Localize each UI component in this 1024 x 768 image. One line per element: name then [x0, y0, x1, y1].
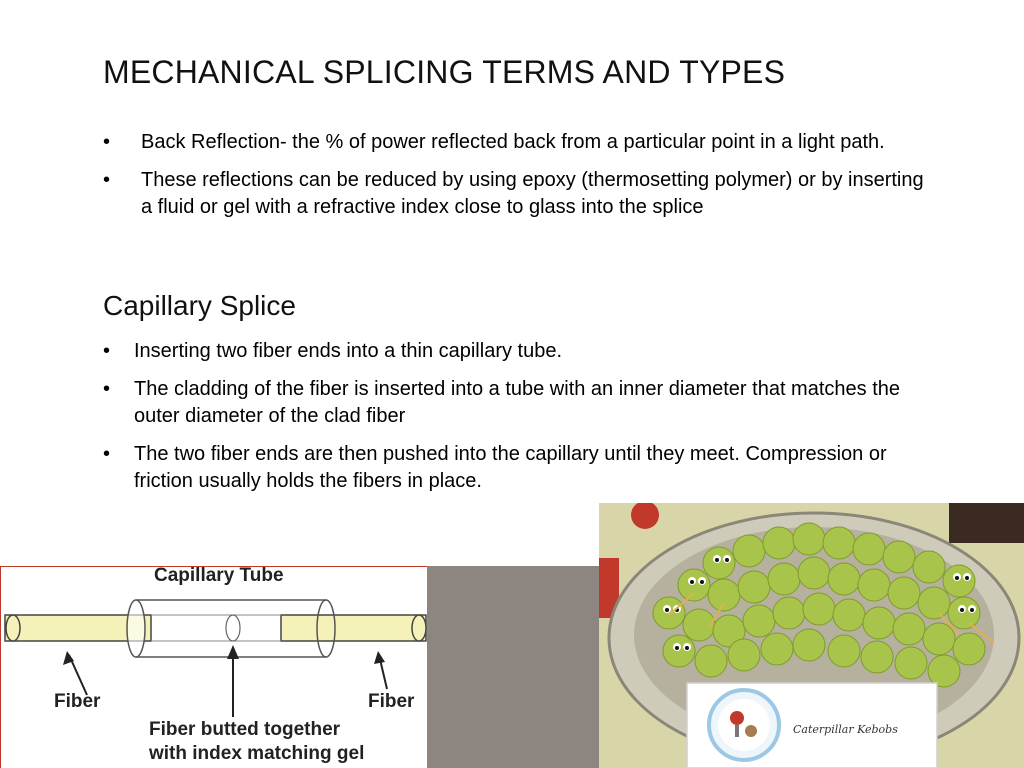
butted-label-line2: with index matching gel [149, 743, 365, 764]
bullet-item: • The two fiber ends are then pushed into the capillary until they meet. Compression or friction usually holds the fibers in place. [103, 441, 933, 495]
bullet-list-capillary [103, 338, 933, 506]
section-subheading: Capillary Splice [103, 290, 296, 321]
caterpillar-kebobs-photo [599, 503, 1024, 768]
slide-title: MECHANICAL SPLICING TERMS AND TYPES [103, 54, 786, 90]
bullet-item: • Back Reflection- the % of power reflected back from a particular point in a light path. [103, 129, 933, 156]
fiber-left-label: Fiber [54, 691, 101, 712]
bullet-item: • Inserting two fiber ends into a thin capillary tube. [103, 338, 933, 365]
fiber-right-label: Fiber [368, 691, 415, 712]
capillary-splice-diagram [0, 566, 427, 768]
butted-label-line1: Fiber butted together [149, 719, 341, 740]
bullet-item: • These reflections can be reduced by using epoxy (thermosetting polymer) or by inserting a fluid or gel with a refractive index close to glass into the splice [103, 167, 933, 221]
capillary-tube-label: Capillary Tube [154, 566, 284, 586]
bullet-list-terms [103, 129, 933, 232]
card-caption: Caterpillar Kebobs [793, 723, 898, 736]
bullet-item: • The cladding of the fiber is inserted into a tube with an inner diameter that matches the outer diameter of the clad fiber [103, 376, 933, 430]
right-fiber [281, 615, 426, 641]
gray-block [427, 566, 599, 768]
